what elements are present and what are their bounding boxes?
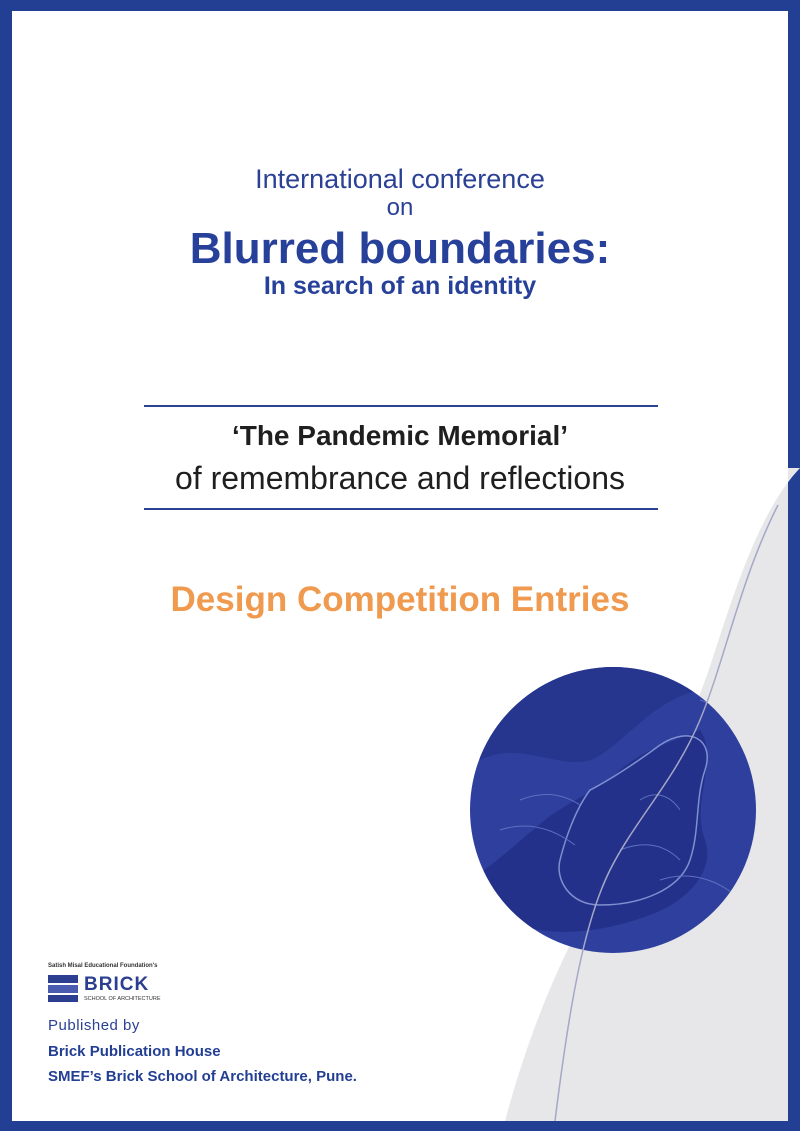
bottom-divider — [144, 508, 658, 510]
section-heading: Design Competition Entries — [170, 580, 630, 619]
publisher-school: SMEF’s Brick School of Architecture, Pune. — [48, 1068, 357, 1085]
publication-house: Brick Publication House — [48, 1043, 221, 1060]
logo-foundation: Satish Misal Educational Foundation's — [48, 963, 158, 969]
conference-line-2: on — [386, 194, 414, 221]
logo-wordmark: BRICK — [84, 974, 150, 995]
brick-logo-icon — [48, 973, 78, 1003]
conference-line-1: International conference — [255, 164, 545, 194]
published-by: Published by — [48, 1017, 140, 1034]
memorial-subtitle: of remembrance and reflections — [175, 460, 625, 496]
top-divider — [144, 405, 658, 407]
memorial-title: ‘The Pandemic Memorial’ — [231, 420, 569, 451]
brick-logo — [48, 963, 198, 1009]
conference-subtitle: In search of an identity — [263, 272, 537, 300]
logo-school: SCHOOL OF ARCHITECTURE — [84, 996, 161, 1002]
conference-title: Blurred boundaries: — [189, 224, 611, 273]
